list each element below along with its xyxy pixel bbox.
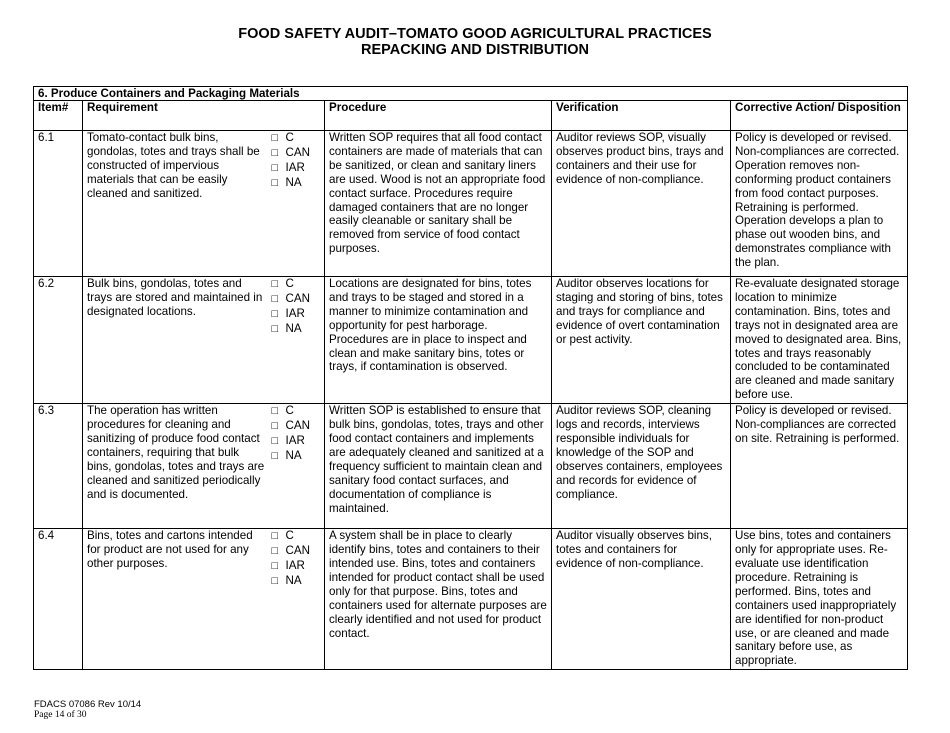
checkbox-icon[interactable]: □ bbox=[271, 132, 279, 144]
procedure-text: Written SOP requires that all food contact containers are made of materials that can be sanitized, or clean and sanitary liners are used. Wood is not an appropriate food contact surface. Procedures require damaged containers that are no longer easily cleanable or sanitary shall be removed from service of food contact purposes. bbox=[325, 131, 552, 277]
compliance-options bbox=[270, 131, 325, 277]
option-label: CAN bbox=[285, 544, 310, 558]
procedure-text: Written SOP is established to ensure that bulk bins, gondolas, totes, trays and other food contact containers and implements are adequately cleaned and sanitized at a frequency sufficient to maintain clean and sanitary food contact surfaces, and documentation of compliance is maintained. bbox=[325, 404, 552, 529]
checkbox-icon[interactable]: □ bbox=[271, 434, 279, 447]
option-label: C bbox=[285, 131, 294, 144]
column-header-procedure: Procedure bbox=[325, 101, 552, 131]
option-can[interactable] bbox=[272, 292, 323, 307]
option-label: IAR bbox=[285, 160, 305, 174]
checkbox-icon[interactable]: □ bbox=[271, 307, 279, 320]
corrective-action-text: Use bins, totes and containers only for appropriate uses. Re-evaluate use identification procedure. Retraining is performed. Bins, totes and containers used inappropriately are identified for non-product use, or are cleaned and made sanitary before use, as appropriate. bbox=[731, 529, 908, 670]
verification-text: Auditor reviews SOP, cleaning logs and records, interviews responsible individuals for knowledge of the SOP and observes containers, employees and records for evidence of compliance. bbox=[552, 404, 731, 529]
checkbox-icon[interactable]: □ bbox=[271, 559, 279, 572]
option-iar[interactable] bbox=[272, 559, 323, 574]
column-header-requirement: Requirement bbox=[83, 101, 325, 131]
option-label: C bbox=[285, 277, 294, 290]
option-can[interactable] bbox=[272, 419, 323, 434]
option-label: C bbox=[285, 529, 294, 543]
requirement-text: The operation has written procedures for cleaning and sanitizing of produce food contact containers, requiring that bulk bins, gondolas, totes and trays are cleaned and sanitized periodically and is documented. bbox=[83, 404, 270, 529]
option-iar[interactable] bbox=[272, 434, 323, 449]
corrective-action-text: Re-evaluate designated storage location to minimize contamination. Bins, totes and trays not in designated area are moved to designated area. Bins, totes and trays reasonably concluded to be contaminated are cleaned and made sanitary before use. bbox=[731, 277, 908, 404]
checkbox-icon[interactable]: □ bbox=[271, 574, 279, 587]
option-label: IAR bbox=[285, 306, 305, 320]
option-label: NA bbox=[285, 321, 302, 335]
option-na[interactable] bbox=[272, 574, 323, 589]
item-number: 6.4 bbox=[34, 529, 83, 670]
column-header-verification: Verification bbox=[552, 101, 731, 131]
checkbox-icon[interactable]: □ bbox=[271, 420, 279, 433]
page-number: Page 14 of 30 bbox=[34, 710, 87, 720]
form-id: FDACS 07086 Rev 10/14 bbox=[34, 699, 142, 710]
option-c[interactable] bbox=[272, 131, 323, 146]
column-header-corrective-action: Corrective Action/ Disposition bbox=[731, 101, 908, 131]
checkbox-icon[interactable]: □ bbox=[271, 176, 279, 189]
option-label: NA bbox=[285, 573, 302, 587]
option-na[interactable] bbox=[272, 176, 323, 191]
compliance-options bbox=[270, 404, 325, 529]
option-label: CAN bbox=[285, 419, 310, 433]
checkbox-icon[interactable]: □ bbox=[271, 161, 279, 174]
audit-table bbox=[33, 86, 908, 670]
requirement-text: Bulk bins, gondolas, totes and trays are stored and maintained in designated locations. bbox=[83, 277, 270, 404]
option-can[interactable] bbox=[272, 146, 323, 161]
section-header-row bbox=[34, 87, 908, 101]
option-label: NA bbox=[285, 448, 302, 462]
option-c[interactable] bbox=[272, 529, 323, 544]
item-number: 6.1 bbox=[34, 131, 83, 277]
section-title: 6. Produce Containers and Packaging Materials bbox=[34, 87, 908, 101]
table-row bbox=[34, 277, 908, 404]
option-c[interactable] bbox=[272, 404, 323, 419]
compliance-options bbox=[270, 529, 325, 670]
verification-text: Auditor observes locations for staging and storing of bins, totes and trays for compliance and evidence of overt contamination or pest activity. bbox=[552, 277, 731, 404]
option-label: CAN bbox=[285, 145, 310, 159]
table-row bbox=[34, 529, 908, 670]
compliance-options bbox=[270, 277, 325, 404]
checkbox-icon[interactable]: □ bbox=[271, 545, 279, 558]
checkbox-icon[interactable]: □ bbox=[271, 405, 279, 418]
title-line-2: REPACKING AND DISTRIBUTION bbox=[361, 42, 589, 58]
title-line-1: FOOD SAFETY AUDIT–TOMATO GOOD AGRICULTURAL PRACTICES bbox=[238, 26, 712, 42]
checkbox-icon[interactable]: □ bbox=[271, 146, 279, 159]
procedure-text: A system shall be in place to clearly identify bins, totes and containers to their intended use. Bins, totes and containers intended for product contact shall be used only for that purpose. Bins, totes and containers used for alternate purposes are clearly identified and not used for product contact. bbox=[325, 529, 552, 670]
page-footer bbox=[34, 699, 141, 721]
checkbox-icon[interactable]: □ bbox=[271, 322, 279, 335]
checkbox-icon[interactable]: □ bbox=[271, 278, 279, 290]
item-number: 6.2 bbox=[34, 277, 83, 404]
checkbox-icon[interactable]: □ bbox=[271, 292, 279, 305]
requirement-text: Tomato-contact bulk bins, gondolas, totes and trays shall be constructed of impervious materials that can be easily cleaned and sanitized. bbox=[83, 131, 270, 277]
column-header-item: Item# bbox=[34, 101, 83, 131]
column-header-row bbox=[34, 101, 908, 131]
option-na[interactable] bbox=[272, 322, 323, 337]
option-label: CAN bbox=[285, 291, 310, 305]
option-label: C bbox=[285, 404, 294, 418]
checkbox-icon[interactable]: □ bbox=[271, 449, 279, 462]
option-c[interactable] bbox=[272, 277, 323, 292]
verification-text: Auditor visually observes bins, totes and containers for evidence of non-compliance. bbox=[552, 529, 731, 670]
table-row bbox=[34, 404, 908, 529]
corrective-action-paragraph: Policy is developed or revised. Non-compliances are corrected. Operation removes non-conforming product containers from food contact purposes. Retraining is performed. bbox=[735, 131, 900, 214]
item-number: 6.3 bbox=[34, 404, 83, 529]
requirement-text: Bins, totes and cartons intended for product are not used for any other purposes. bbox=[83, 529, 270, 670]
document-title bbox=[0, 26, 950, 58]
option-na[interactable] bbox=[272, 449, 323, 464]
option-label: IAR bbox=[285, 433, 305, 447]
option-iar[interactable] bbox=[272, 307, 323, 322]
option-label: IAR bbox=[285, 558, 305, 572]
corrective-action-text: Policy is developed or revised. Non-compliances are corrected on site. Retraining is performed. bbox=[731, 404, 908, 529]
option-iar[interactable] bbox=[272, 161, 323, 176]
verification-text: Auditor reviews SOP, visually observes product bins, trays and containers and their use for evidence of non-compliance. bbox=[552, 131, 731, 277]
corrective-action-text bbox=[731, 131, 908, 277]
corrective-action-paragraph: Operation develops a plan to phase out wooden bins, and demonstrates compliance with the plan. bbox=[735, 214, 891, 270]
checkbox-icon[interactable]: □ bbox=[271, 530, 279, 543]
option-label: NA bbox=[285, 175, 302, 189]
procedure-text: Locations are designated for bins, totes and trays to be staged and stored in a manner to minimize contamination and opportunity for pest harborage. Procedures are in place to inspect and clean and make sanitary bins, totes or trays, if contamination is observed. bbox=[325, 277, 552, 404]
option-can[interactable] bbox=[272, 544, 323, 559]
table-row bbox=[34, 131, 908, 277]
